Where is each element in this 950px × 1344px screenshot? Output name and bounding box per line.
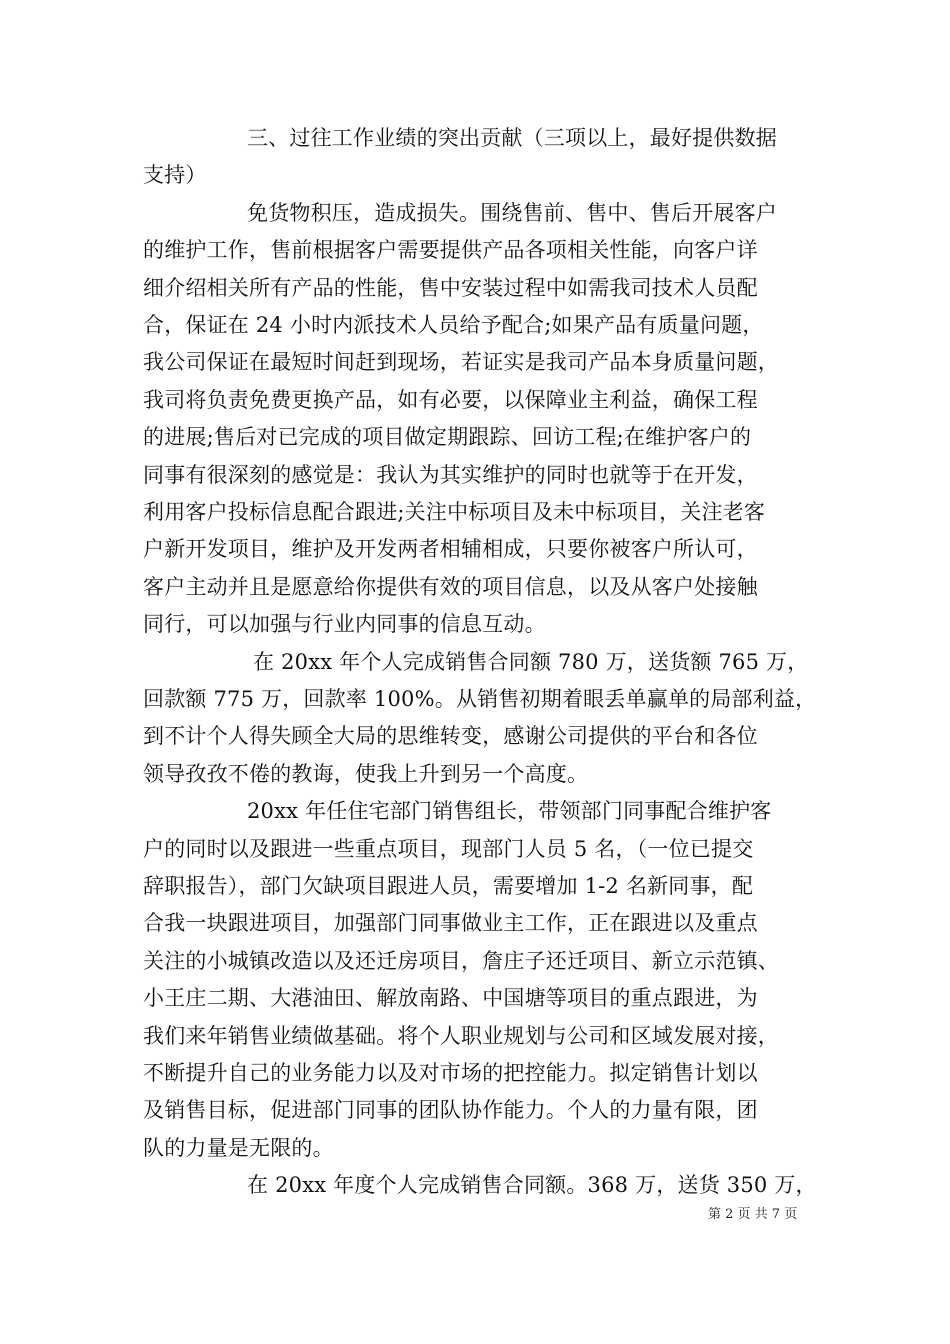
text-line: 我们来年销售业绩做基础。将个人职业规划与公司和区域发展对接， <box>143 1024 779 1048</box>
text-line: 免货物积压，造成损失。围绕售前、售中、售后开展客户 <box>247 201 777 225</box>
text-line: 的进展;售后对已完成的项目做定期跟踪、回访工程;在维护客户的 <box>143 425 752 449</box>
text-line: 领导孜孜不倦的教诲，使我上升到另一个高度。 <box>143 762 589 786</box>
text-line: 户的同时以及跟进一些重点项目，现部门人员 5 名，（一位已提交 <box>143 837 754 861</box>
text-line: 我司将负责免费更换产品，如有必要，以保障业主利益，确保工程 <box>143 388 758 412</box>
text-line: 合，保证在 24 小时内派技术人员给予配合;如果产品有质量问题， <box>143 313 764 337</box>
text-line: 利用客户投标信息配合跟进;关注中标项目及未中标项目，关注老客 <box>143 500 766 524</box>
text-line: 细介绍相关所有产品的性能，售中安装过程中如需我司技术人员配 <box>143 276 758 300</box>
text-line: 同行，可以加强与行业内同事的信息互动。 <box>143 612 546 636</box>
text-line: 20xx 年任住宅部门销售组长，带领部门同事配合维护客 <box>247 799 772 823</box>
section-heading: 三、过往工作业绩的突出贡献（三项以上，最好提供数据 <box>247 126 777 150</box>
text-line: 客户主动并且是愿意给你提供有效的项目信息，以及从客户处接触 <box>143 575 758 599</box>
text-line: 辞职报告），部门欠缺项目跟进人员，需要增加 1-2 名新同事，配 <box>143 874 754 898</box>
text-line: 在 20xx 年度个人完成销售合同额。368 万，送货 350 万， <box>247 1173 817 1197</box>
text-line: 我公司保证在最短时间赶到现场，若证实是我司产品本身质量问题， <box>143 350 779 374</box>
text-line: 在 20xx 年个人完成销售合同额 780 万，送货额 765 万， <box>253 650 809 674</box>
text-line: 到不计个人得失顾全大局的思维转变，感谢公司提供的平台和各位 <box>143 724 758 748</box>
page-number: 第 2 页 共 7 页 <box>708 1207 798 1222</box>
text-line: 小王庄二期、大港油田、解放南路、中国塘等项目的重点跟进，为 <box>143 986 758 1010</box>
text-line: 关注的小城镇改造以及还迁房项目，詹庄子还迁项目、新立示范镇、 <box>143 949 779 973</box>
text-line: 同事有很深刻的感觉是：我认为其实维护的同时也就等于在开发， <box>143 463 758 487</box>
text-line: 不断提升自己的业务能力以及对市场的把控能力。拟定销售计划以 <box>143 1061 758 1085</box>
text-line: 及销售目标，促进部门同事的团队协作能力。个人的力量有限，团 <box>143 1098 758 1122</box>
text-line: 户新开发项目，维护及开发两者相辅相成，只要你被客户所认可， <box>143 537 758 561</box>
text-line: 队的力量是无限的。 <box>143 1136 334 1160</box>
text-line: 支持） <box>143 163 207 187</box>
text-line: 合我一块跟进项目，加强部门同事做业主工作，正在跟进以及重点 <box>143 911 758 935</box>
text-line: 的维护工作，售前根据客户需要提供产品各项相关性能，向客户详 <box>143 238 758 262</box>
text-line: 回款额 775 万，回款率 100%。从销售初期着眼丢单赢单的局部利益， <box>143 687 817 711</box>
